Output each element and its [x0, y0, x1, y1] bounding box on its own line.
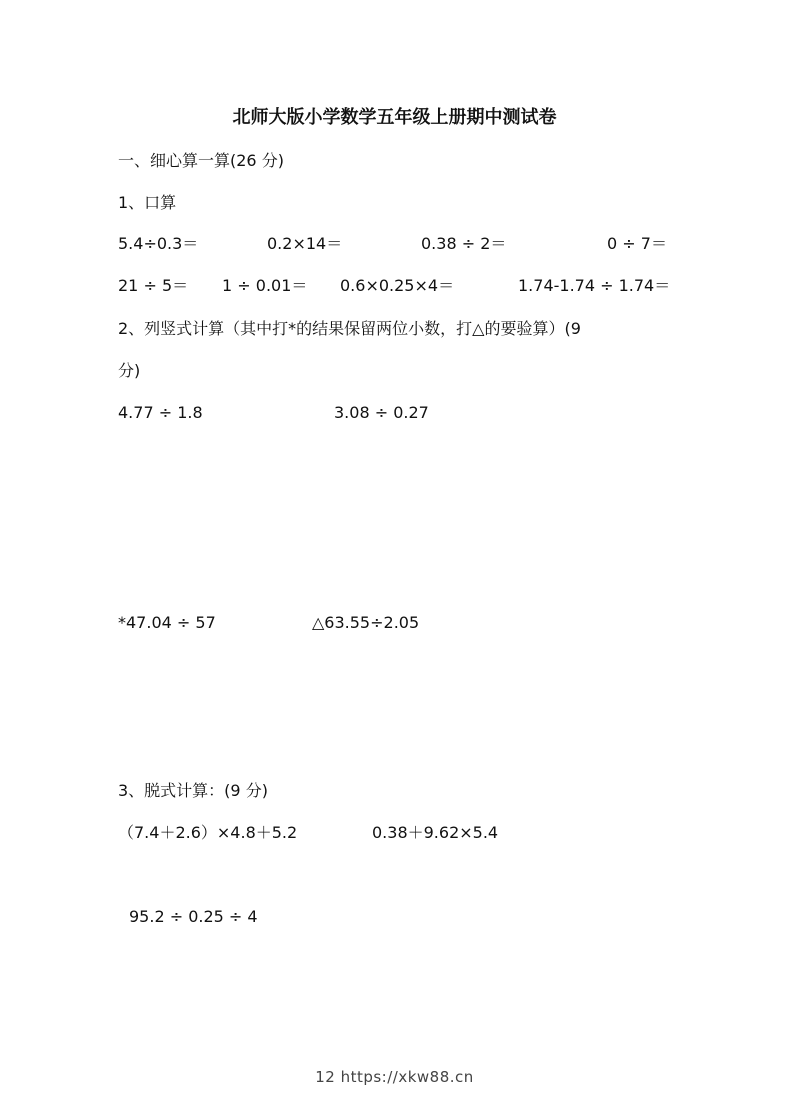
part-2-heading: 2、列竖式计算（其中打*的结果保留两位小数，打△的要验算）(9 [118, 319, 581, 338]
oral-problem-1: 5.4÷0.3＝ [118, 234, 199, 253]
stepwise-problem-3: 95.2 ÷ 0.25 ÷ 4 [129, 907, 258, 926]
oral-problem-8: 1.74-1.74 ÷ 1.74＝ [518, 276, 671, 295]
oral-problem-5: 21 ÷ 5＝ [118, 276, 189, 295]
page-footer: 12 https://xkw88.cn [315, 1068, 474, 1086]
vertical-problem-3: *47.04 ÷ 57 [118, 613, 216, 632]
oral-problem-2: 0.2×14＝ [267, 234, 343, 253]
stepwise-problem-2: 0.38＋9.62×5.4 [372, 823, 499, 842]
page-title: 北师大版小学数学五年级上册期中测试卷 [232, 107, 557, 128]
stepwise-problem-1: （7.4＋2.6）×4.8＋5.2 [118, 823, 298, 842]
vertical-problem-2: 3.08 ÷ 0.27 [334, 403, 429, 422]
oral-problem-7: 0.6×0.25×4＝ [340, 276, 455, 295]
oral-problem-6: 1 ÷ 0.01＝ [222, 276, 308, 295]
section-1-heading: 一、细心算一算(26 分) [118, 151, 284, 170]
oral-problem-3: 0.38 ÷ 2＝ [421, 234, 507, 253]
oral-problem-4: 0 ÷ 7＝ [607, 234, 667, 253]
vertical-problem-1: 4.77 ÷ 1.8 [118, 403, 203, 422]
part-2-heading-continued: 分) [118, 361, 141, 380]
part-3-heading: 3、脱式计算：(9 分) [118, 781, 268, 800]
part-1-heading: 1、口算 [118, 193, 177, 212]
vertical-problem-4: △63.55÷2.05 [312, 613, 420, 632]
